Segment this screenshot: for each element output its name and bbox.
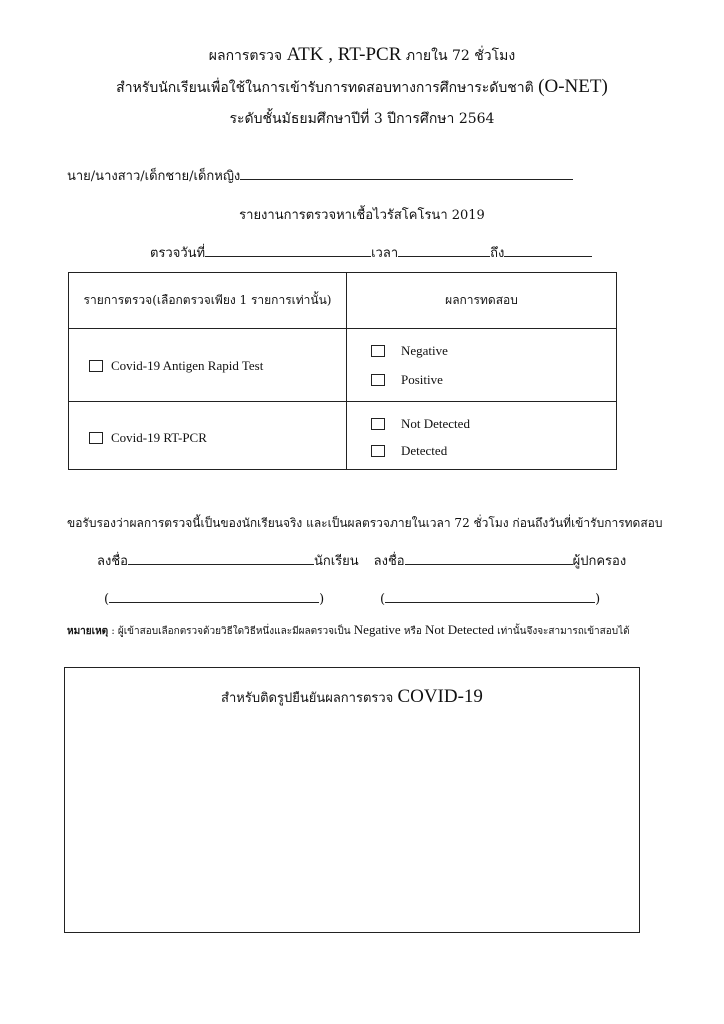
student-label: นักเรียน: [313, 554, 359, 569]
date-row: [150, 242, 592, 263]
note-text: เท่านั้นจึงจะสามารถเข้าสอบได้: [493, 626, 630, 637]
page-subtitle: [0, 76, 724, 99]
report-title: รายงานการตรวจหาเชื้อไวรัสโคโรนา 2019: [239, 208, 485, 223]
antigen-checkbox[interactable]: [89, 360, 103, 372]
page-title: [0, 44, 724, 67]
student-signature-field[interactable]: [128, 550, 314, 565]
rtpcr-checkbox[interactable]: [89, 432, 103, 444]
subtitle-onet: (O-NET): [538, 76, 608, 97]
guardian-label: ผู้ปกครอง: [572, 554, 627, 569]
result-label: Not Detected: [401, 416, 470, 431]
table-header-result: ผลการทดสอบ: [445, 293, 518, 307]
table-divider: [69, 328, 616, 329]
result-option: [371, 413, 470, 432]
result-option: [371, 440, 447, 459]
note: [67, 622, 630, 639]
test-name: Covid-19 Antigen Rapid Test: [111, 358, 264, 373]
table-header-test: รายการตรวจ(เลือกตรวจเพียง 1 รายการเท่านั้น): [83, 293, 332, 307]
result-label: Positive: [401, 372, 443, 387]
student-printed-name-field[interactable]: [109, 588, 319, 603]
test-name: Covid-19 RT-PCR: [111, 430, 207, 445]
title-prefix: ผลการตรวจ: [208, 48, 287, 64]
certify-text: ขอรับรองว่าผลการตรวจนี้เป็นของนักเรียนจริง และเป็นผลตรวจภายในเวลา 72 ชั่วโมง ก่อนถึงวันที่เข้ารับการทดสอบ: [67, 516, 663, 530]
photo-box-title: [65, 686, 639, 708]
photo-box-covid: COVID-19: [397, 686, 483, 707]
note-term: Negative: [353, 622, 401, 637]
name-field[interactable]: [240, 165, 573, 180]
result-option: [371, 340, 448, 359]
time-from-field[interactable]: [398, 242, 490, 257]
time-label: เวลา: [371, 246, 399, 261]
title-suffix: ภายใน 72 ชั่วโมง: [401, 48, 516, 64]
note-text: หรือ: [400, 626, 426, 637]
subtitle-text: สำหรับนักเรียนเพื่อใช้ในการเข้ารับการทดสอบทางการศึกษาระดับชาติ: [116, 80, 539, 96]
photo-box-label: สำหรับติดรูปยืนยันผลการตรวจ: [221, 691, 398, 706]
result-label: Negative: [401, 343, 448, 358]
printed-name-row: [104, 588, 324, 607]
name-label: นาย/นางสาว/เด็กชาย/เด็กหญิง: [67, 169, 241, 184]
positive-checkbox[interactable]: [371, 374, 385, 386]
page-subtitle-level: ระดับชั้นมัธยมศึกษาปีที่ 3 ปีการศึกษา 2564: [229, 111, 495, 127]
student-sign-label: ลงชื่อ: [97, 554, 128, 569]
result-option: [371, 369, 443, 388]
table-row: [89, 355, 263, 374]
not-detected-checkbox[interactable]: [371, 418, 385, 430]
negative-checkbox[interactable]: [371, 345, 385, 357]
paren-open: (: [104, 592, 110, 607]
result-label: Detected: [401, 443, 448, 458]
table-row: [89, 427, 207, 446]
note-term: Not Detected: [425, 622, 494, 637]
guardian-signature-field[interactable]: [405, 550, 573, 565]
time-to-field[interactable]: [504, 242, 592, 257]
signature-row: [97, 550, 626, 571]
printed-name-row: [380, 588, 600, 607]
test-table: [68, 272, 617, 470]
photo-attachment-box[interactable]: [64, 667, 640, 933]
table-divider: [69, 401, 616, 402]
title-tests: ATK , RT-PCR: [286, 44, 402, 65]
to-label: ถึง: [490, 246, 505, 261]
note-text: : ผู้เข้าสอบเลือกตรวจด้วยวิธีใดวิธีหนึ่งและมีผลตรวจเป็น: [108, 626, 354, 637]
paren-close: ): [319, 592, 325, 607]
paren-open: (: [380, 592, 386, 607]
date-label: ตรวจวันที่: [150, 246, 206, 261]
name-row: [67, 165, 573, 186]
guardian-printed-name-field[interactable]: [385, 588, 595, 603]
date-field[interactable]: [205, 242, 371, 257]
guardian-sign-label: ลงชื่อ: [373, 554, 405, 569]
note-label: หมายเหตุ: [67, 626, 109, 637]
detected-checkbox[interactable]: [371, 445, 385, 457]
paren-close: ): [595, 592, 601, 607]
